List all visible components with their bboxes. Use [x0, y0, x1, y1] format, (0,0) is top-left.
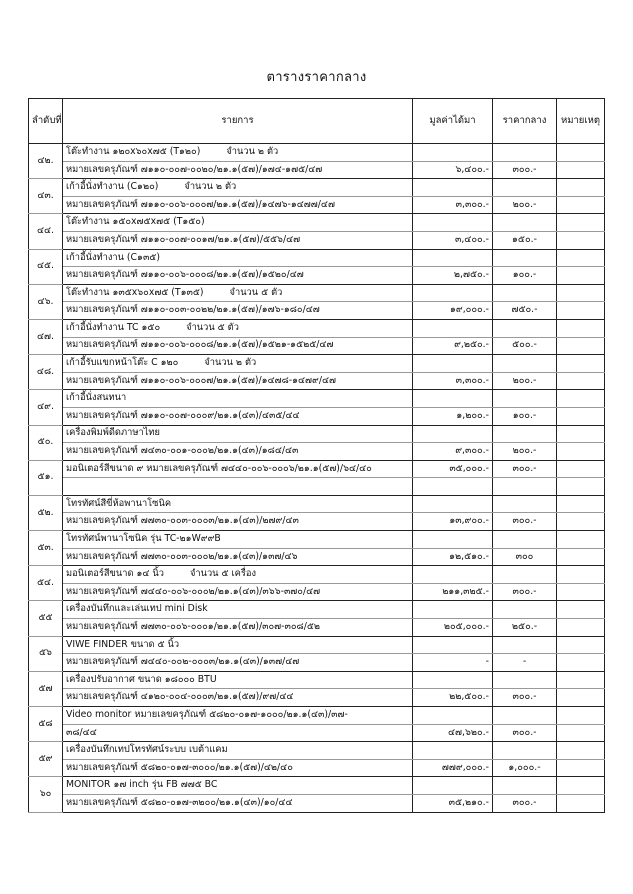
asset-number: หมายเลขครุภัณฑ์ ๗๑๑๐-๐๐๗-๐๐๐๙/๒๑.๑(๔๓)/๔๓๕/๔๔ — [66, 409, 300, 421]
remark-cell — [557, 495, 605, 513]
acquired-value-cell — [413, 759, 493, 777]
asset-number: หมายเลขครุภัณฑ์ ๗๑๑๐-๐๐๖-๐๐๐๘/๒๑.๑(๕๗)/๑๕๒๐/๔๗ — [66, 269, 304, 281]
median-price: - — [522, 656, 527, 668]
acquired-value-cell — [413, 144, 493, 162]
acquired-value-cell — [413, 583, 493, 601]
table-row — [29, 742, 605, 760]
item-name-cell — [63, 284, 413, 302]
table-row — [29, 267, 605, 285]
acquired-value-cell — [413, 531, 493, 549]
remark-cell — [557, 443, 605, 461]
acquired-value-cell — [413, 161, 493, 179]
remark-cell — [557, 319, 605, 337]
header-item: รายการ — [63, 99, 413, 144]
remark-cell — [557, 161, 605, 179]
header-remark: หมายเหตุ — [557, 99, 605, 144]
acquired-value-cell — [413, 443, 493, 461]
asset-number: หมายเลขครุภัณฑ์ ๕๘๒๐-๐๑๗-๓๒๐๐/๒๑.๑(๔๓)/๑๐/๔๔ — [66, 796, 293, 808]
median-price-cell — [493, 654, 557, 672]
acquired-value: ๙,๒๕๐.- — [454, 339, 489, 351]
item-detail-cell — [63, 161, 413, 179]
item-name: เครื่องบันทึกและเล่นเทป mini Disk — [66, 603, 208, 615]
table-row — [29, 689, 605, 707]
median-price: ๓๐๐.- — [512, 726, 537, 738]
median-price-cell — [493, 671, 557, 689]
median-price: ๒๐๐.- — [512, 374, 537, 386]
acquired-value-cell — [413, 636, 493, 654]
median-price-cell — [493, 267, 557, 285]
item-detail-cell — [63, 478, 413, 496]
acquired-value-cell — [413, 777, 493, 795]
remark-cell — [557, 284, 605, 302]
median-price-cell — [493, 179, 557, 197]
median-price-cell — [493, 619, 557, 637]
item-name: เครื่องบันทึกเทปโทรทัศน์ระบบ เบต้าแคม — [66, 744, 228, 756]
item-detail-cell — [63, 583, 413, 601]
table-header-row — [29, 99, 605, 144]
remark-cell — [557, 478, 605, 496]
median-price-cell — [493, 161, 557, 179]
acquired-value-cell — [413, 689, 493, 707]
item-name-cell — [63, 319, 413, 337]
median-price-cell — [493, 583, 557, 601]
remark-cell — [557, 689, 605, 707]
table-row — [29, 478, 605, 496]
median-price-cell — [493, 478, 557, 496]
header-no: ลำดับที่ — [29, 99, 63, 144]
table-row — [29, 794, 605, 812]
median-price: ๒๐๐.- — [512, 445, 537, 457]
acquired-value: ๓๕,๐๐๐.- — [449, 462, 489, 474]
asset-number: หมายเลขครุภัณฑ์ ๔๑๒๐-๐๐๔-๐๐๐๓/๒๑.๑(๕๗)/๙๗/๔๔ — [66, 691, 294, 703]
asset-number: หมายเลขครุภัณฑ์ ๗๑๑๐-๐๐๓-๐๐๒๒/๒๑.๑(๕๗)/๑๗๖-๑๘๐/๔๗ — [66, 304, 320, 316]
remark-cell — [557, 337, 605, 355]
table-row — [29, 302, 605, 320]
asset-number: หมายเลขครุภัณฑ์ ๗๗๓๐-๐๐๖-๐๐๐๑/๒๑.๑(๕๗)/๓๐๗-๓๐๘/๕๒ — [66, 620, 320, 632]
table-row — [29, 284, 605, 302]
median-price: ๓๐๐.- — [512, 691, 537, 703]
median-price: ๒๕๐.- — [511, 620, 538, 632]
acquired-value-cell — [413, 231, 493, 249]
table-row — [29, 724, 605, 742]
acquired-value-cell — [413, 460, 493, 478]
acquired-value-cell — [413, 619, 493, 637]
median-price-cell — [493, 144, 557, 162]
item-name-cell — [63, 777, 413, 795]
acquired-value: ๓,๓๐๐.- — [455, 374, 489, 386]
table-row — [29, 759, 605, 777]
item-name-cell — [63, 425, 413, 443]
median-price-cell — [493, 548, 557, 566]
item-name-cell — [63, 460, 413, 478]
asset-number: หมายเลขครุภัณฑ์ ๗๑๑๐-๐๐๖-๐๐๐๗/๒๑.๑(๕๗)/๑๔๗๖-๑๔๗๗/๔๗ — [66, 198, 335, 210]
acquired-value-cell — [413, 355, 493, 373]
item-name: เครื่องพิมพ์ดีดภาษาไทย — [66, 427, 160, 439]
table-row — [29, 601, 605, 619]
table-row — [29, 319, 605, 337]
asset-number: หมายเลขครุภัณฑ์ ๗๔๔๐-๐๐๖-๐๐๐๒/๒๑.๑(๔๓)/๓๖๖-๓๗๐/๔๗ — [66, 585, 321, 597]
item-name-cell — [63, 566, 413, 584]
acquired-value-cell — [413, 724, 493, 742]
table-row — [29, 671, 605, 689]
median-price-cell — [493, 689, 557, 707]
item-name: Video monitor หมายเลขครุภัณฑ์ ๕๘๒๐-๐๑๗-๑๐๐๐/๒๑.๑(๔๓)/๓๗- — [66, 708, 348, 720]
item-number: ๕๐. — [29, 425, 63, 460]
table-row — [29, 179, 605, 197]
remark-cell — [557, 355, 605, 373]
remark-cell — [557, 548, 605, 566]
remark-cell — [557, 214, 605, 232]
item-detail-cell — [63, 196, 413, 214]
table-body — [29, 144, 605, 813]
item-quantity: จำนวน ๒ ตัว — [204, 357, 257, 369]
remark-cell — [557, 671, 605, 689]
asset-number: หมายเลขครุภัณฑ์ ๗๑๑๐-๐๐๖-๐๐๐๘/๒๑.๑(๕๗)/๑๕๒๑-๑๕๒๕/๔๗ — [66, 339, 334, 351]
median-price-cell — [493, 214, 557, 232]
acquired-value-cell — [413, 179, 493, 197]
remark-cell — [557, 777, 605, 795]
asset-number: หมายเลขครุภัณฑ์ ๗๔๔๐-๐๐๒-๐๐๐๓/๒๑.๑(๔๓)/๑๓๗/๔๗ — [66, 656, 300, 668]
acquired-value: ๖,๔๐๐.- — [455, 163, 489, 175]
acquired-value-cell — [413, 390, 493, 408]
item-name: โต๊ะทำงาน ๑๒๐x๖๐x๗๕ (T๑๒๐) — [66, 145, 201, 157]
item-number: ๔๓. — [29, 179, 63, 214]
acquired-value: ๗๗๙,๐๐๐.- — [441, 761, 489, 773]
asset-number: หมายเลขครุภัณฑ์ ๗๗๓๐-๐๐๓-๐๐๐๓/๒๑.๑(๔๓)/๒๗๙/๔๓ — [66, 515, 299, 527]
remark-cell — [557, 513, 605, 531]
median-price-cell — [493, 495, 557, 513]
median-price-cell — [493, 636, 557, 654]
table-row — [29, 231, 605, 249]
item-number: ๕๑. — [29, 460, 63, 495]
table-row — [29, 337, 605, 355]
page-title: ตารางราคากลาง — [266, 70, 367, 85]
table-row — [29, 425, 605, 443]
table-row — [29, 355, 605, 373]
remark-cell — [557, 794, 605, 812]
item-number: ๕๕ — [29, 601, 63, 636]
acquired-value-cell — [413, 302, 493, 320]
median-price-cell — [493, 566, 557, 584]
acquired-value-cell — [413, 654, 493, 672]
item-number: ๕๔. — [29, 566, 63, 601]
remark-cell — [557, 742, 605, 760]
table-row — [29, 654, 605, 672]
item-name-cell — [63, 531, 413, 549]
median-price: ๓๐๐.- — [512, 585, 537, 597]
table-row — [29, 144, 605, 162]
header-median-price: ราคากลาง — [493, 99, 557, 144]
table-row — [29, 443, 605, 461]
median-price-cell — [493, 443, 557, 461]
median-price-cell — [493, 425, 557, 443]
median-price-cell — [493, 231, 557, 249]
item-name: เก้าอี้นั่งสนทนา — [66, 392, 127, 404]
median-price: ๓๐๐.- — [512, 515, 537, 527]
remark-cell — [557, 566, 605, 584]
item-name-cell — [63, 144, 413, 162]
median-price-cell — [493, 302, 557, 320]
acquired-value-cell — [413, 601, 493, 619]
acquired-value-cell — [413, 284, 493, 302]
acquired-value-cell — [413, 478, 493, 496]
remark-cell — [557, 654, 605, 672]
acquired-value: ๒,๗๕๐.- — [453, 269, 489, 281]
item-number: ๕๖ — [29, 636, 63, 671]
item-detail-cell — [63, 372, 413, 390]
acquired-value: ๒๐๕,๐๐๐.- — [443, 620, 489, 632]
median-price-cell — [493, 390, 557, 408]
table-row — [29, 249, 605, 267]
item-detail-cell — [63, 337, 413, 355]
table-row — [29, 372, 605, 390]
remark-cell — [557, 249, 605, 267]
item-detail-cell — [63, 231, 413, 249]
acquired-value-cell — [413, 671, 493, 689]
acquired-value: ๓,๔๐๐.- — [454, 233, 489, 245]
acquired-value-cell — [413, 707, 493, 725]
median-price-cell — [493, 407, 557, 425]
item-name-cell — [63, 601, 413, 619]
remark-cell — [557, 531, 605, 549]
item-quantity: จำนวน ๕ ตัว — [229, 286, 283, 298]
median-price: ๑๐๐.- — [512, 409, 537, 421]
acquired-value: ๑๒,๕๑๐.- — [449, 550, 489, 562]
remark-cell — [557, 583, 605, 601]
median-price: ๑๐๐.- — [512, 269, 537, 281]
remark-cell — [557, 302, 605, 320]
item-name: มอนิเตอร์สีขนาด ๑๔ นิ้ว — [66, 568, 164, 580]
acquired-value-cell — [413, 249, 493, 267]
remark-cell — [557, 372, 605, 390]
remark-cell — [557, 759, 605, 777]
acquired-value: ๑,๒๐๐.- — [456, 409, 489, 421]
asset-number: หมายเลขครุภัณฑ์ ๗๔๓๐-๐๐๑-๐๐๐๒/๒๑.๑(๔๓)/๑๘๔/๔๓ — [66, 445, 299, 457]
table-row — [29, 196, 605, 214]
item-name-cell — [63, 707, 413, 725]
acquired-value-cell — [413, 214, 493, 232]
remark-cell — [557, 390, 605, 408]
table-row — [29, 407, 605, 425]
item-name: โทรทัศน์สีขี่ห้อพานาโซนิค — [66, 497, 172, 509]
table-row — [29, 531, 605, 549]
median-price-cell — [493, 724, 557, 742]
median-price: ๓๐๐.- — [512, 462, 537, 474]
item-detail-cell — [63, 407, 413, 425]
acquired-value: ๒๑๑,๓๒๕.- — [442, 585, 489, 597]
item-name: โต๊ะทำงาน ๑๓๕x๖๐x๗๕ (T๑๓๕) — [66, 286, 204, 298]
item-number: ๕๓. — [29, 531, 63, 566]
item-name: โต๊ะทำงาน ๑๕๐x๗๕x๗๕ (T๑๕๐) — [66, 216, 205, 228]
remark-cell — [557, 179, 605, 197]
item-name: เครื่องปรับอากาศ ขนาด ๑๘๐๐๐ BTU — [66, 673, 217, 685]
item-detail-cell — [63, 548, 413, 566]
remark-cell — [557, 636, 605, 654]
median-price-cell — [493, 337, 557, 355]
acquired-value-cell — [413, 372, 493, 390]
remark-cell — [557, 724, 605, 742]
table-row — [29, 548, 605, 566]
item-detail-cell — [63, 794, 413, 812]
item-name: เก้าอี้นั่งทำงาน TC ๑๕๐ — [66, 321, 161, 333]
item-name-cell — [63, 214, 413, 232]
median-price-cell — [493, 794, 557, 812]
table-row — [29, 390, 605, 408]
median-price-cell — [493, 601, 557, 619]
median-price-cell — [493, 319, 557, 337]
remark-cell — [557, 196, 605, 214]
item-name: เก้าอี้นั่งทำงาน (C๑๓๕) — [66, 251, 160, 263]
median-price-cell — [493, 284, 557, 302]
asset-number: หมายเลขครุภัณฑ์ ๗๑๑๐-๐๐๗-๐๐๒๐/๒๑.๑(๕๗)/๑๗๔-๑๗๕/๔๗ — [66, 163, 323, 175]
median-price-cell — [493, 707, 557, 725]
item-detail-cell — [63, 689, 413, 707]
median-price-cell — [493, 531, 557, 549]
item-detail-cell — [63, 759, 413, 777]
median-price-cell — [493, 742, 557, 760]
acquired-value: - — [485, 656, 489, 668]
acquired-value-cell — [413, 495, 493, 513]
remark-cell — [557, 601, 605, 619]
acquired-value-cell — [413, 566, 493, 584]
item-detail-cell — [63, 302, 413, 320]
median-price: ๒๐๐.- — [512, 198, 537, 210]
remark-cell — [557, 144, 605, 162]
acquired-value: ๒๒,๕๐๐.- — [449, 691, 489, 703]
table-row — [29, 495, 605, 513]
item-name-cell — [63, 249, 413, 267]
item-number: ๕๒. — [29, 495, 63, 530]
remark-cell — [557, 267, 605, 285]
item-number: ๕๙ — [29, 742, 63, 777]
median-price: ๗๕๐.- — [511, 304, 538, 316]
median-price-cell — [493, 513, 557, 531]
acquired-value-cell — [413, 742, 493, 760]
acquired-value: ๓,๓๐๐.- — [455, 198, 489, 210]
table-row — [29, 777, 605, 795]
item-quantity: จำนวน ๕ เครื่อง — [189, 568, 256, 580]
acquired-value: ๓๕,๒๑๐.- — [448, 796, 489, 808]
table-row — [29, 566, 605, 584]
median-price-cell — [493, 777, 557, 795]
remark-cell — [557, 425, 605, 443]
table-row — [29, 161, 605, 179]
item-number: ๔๔. — [29, 214, 63, 249]
acquired-value-cell — [413, 319, 493, 337]
median-price-cell — [493, 355, 557, 373]
item-detail-cell — [63, 443, 413, 461]
item-quantity: จำนวน ๒ ตัว — [184, 181, 237, 193]
table-row — [29, 214, 605, 232]
item-number: ๔๒. — [29, 144, 63, 179]
median-price: ๕๐๐.- — [512, 339, 537, 351]
median-price: ๓๐๐.- — [512, 796, 537, 808]
price-table — [28, 98, 605, 813]
header-acquired-value: มูลค่าได้มา — [413, 99, 493, 144]
table-row — [29, 513, 605, 531]
remark-cell — [557, 407, 605, 425]
item-name-cell — [63, 355, 413, 373]
table-row — [29, 707, 605, 725]
table-row — [29, 460, 605, 478]
item-detail-cell — [63, 267, 413, 285]
median-price: ๓๐๐ — [515, 550, 534, 562]
item-number: ๖๐ — [29, 777, 63, 812]
item-quantity: จำนวน ๕ ตัว — [186, 321, 239, 333]
median-price-cell — [493, 372, 557, 390]
acquired-value: ๑๓,๙๐๐.- — [449, 515, 489, 527]
acquired-value-cell — [413, 267, 493, 285]
item-number: ๔๙. — [29, 390, 63, 425]
median-price: ๑,๐๐๐.- — [508, 761, 541, 773]
remark-cell — [557, 460, 605, 478]
acquired-value: ๙,๓๐๐.- — [455, 445, 489, 457]
item-name: เก้าอี้รับแขกหน้าโต๊ะ C ๑๒๐ — [66, 357, 179, 369]
item-detail-cell — [63, 654, 413, 672]
median-price-cell — [493, 196, 557, 214]
median-price-cell — [493, 460, 557, 478]
acquired-value-cell — [413, 425, 493, 443]
remark-cell — [557, 231, 605, 249]
item-number: ๕๘ — [29, 707, 63, 742]
acquired-value-cell — [413, 513, 493, 531]
item-detail-cell — [63, 513, 413, 531]
item-name-cell — [63, 390, 413, 408]
acquired-value-cell — [413, 548, 493, 566]
item-name: โทรทัศน์พานาโซนิค รุ่น TC-๒๑W๙๙B — [66, 533, 221, 545]
item-name: มอนิเตอร์สีขนาด ๙ หมายเลขครุภัณฑ์ ๗๔๔๐-๐๐๖-๐๐๐๖/๒๑.๑(๕๗)/๖๔/๔๐ — [66, 462, 372, 474]
table-row — [29, 619, 605, 637]
table-row — [29, 583, 605, 601]
remark-cell — [557, 619, 605, 637]
median-price-cell — [493, 759, 557, 777]
item-name: MONITOR ๑๗ inch รุ่น FB ๗๗๕ BC — [66, 779, 218, 791]
median-price: ๓๐๐.- — [512, 163, 537, 175]
table-row — [29, 636, 605, 654]
item-number: ๔๗. — [29, 319, 63, 354]
acquired-value-cell — [413, 407, 493, 425]
item-number: ๕๗ — [29, 671, 63, 706]
acquired-value: ๔๗,๖๒๐.- — [448, 726, 489, 738]
asset-number: หมายเลขครุภัณฑ์ ๕๘๒๐-๐๑๗-๓๐๐๐/๒๑.๑(๕๗)/๔๒/๔๐ — [66, 761, 293, 773]
item-quantity: จำนวน ๒ ตัว — [226, 145, 279, 157]
item-detail-cell — [63, 724, 413, 742]
acquired-value-cell — [413, 337, 493, 355]
item-name-cell — [63, 742, 413, 760]
remark-cell — [557, 707, 605, 725]
acquired-value-cell — [413, 196, 493, 214]
median-price-cell — [493, 249, 557, 267]
item-name-cell — [63, 636, 413, 654]
item-name-cell — [63, 495, 413, 513]
item-number: ๔๘. — [29, 355, 63, 390]
item-name-cell — [63, 671, 413, 689]
acquired-value: ๑๙,๐๐๐.- — [450, 304, 489, 316]
item-name: เก้าอี้นั่งทำงาน (C๑๒๐) — [66, 181, 159, 193]
item-number: ๔๖. — [29, 284, 63, 319]
item-detail-cell — [63, 619, 413, 637]
asset-number: ๓๘/๔๔ — [66, 726, 97, 738]
item-number: ๔๕. — [29, 249, 63, 284]
asset-number: หมายเลขครุภัณฑ์ ๗๑๑๐-๐๐๖-๐๐๐๗/๒๑.๑(๕๗)/๑๔๗๘-๑๔๗๙/๔๗ — [66, 374, 337, 386]
asset-number: หมายเลขครุภัณฑ์ ๗๑๑๐-๐๐๗-๐๐๑๗/๒๑.๑(๕๗)/๕๕๖/๔๗ — [66, 233, 301, 245]
median-price: ๑๕๐.- — [512, 233, 537, 245]
item-name: VIWE FINDER ขนาด ๕ นิ้ว — [66, 638, 180, 650]
asset-number: หมายเลขครุภัณฑ์ ๗๗๓๐-๐๐๓-๐๐๐๒/๒๑.๑(๔๓)/๑๓๗/๔๖ — [66, 550, 298, 562]
item-name-cell — [63, 179, 413, 197]
acquired-value-cell — [413, 794, 493, 812]
